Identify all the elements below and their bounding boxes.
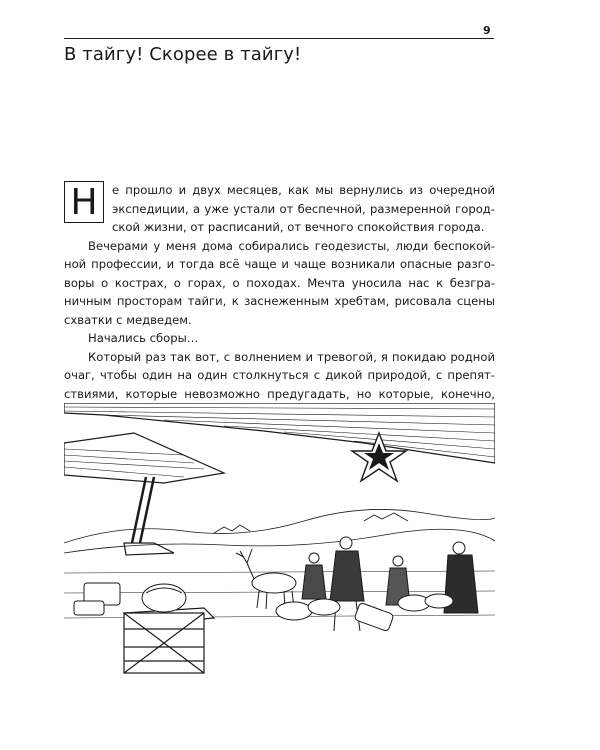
page-number: 9 xyxy=(483,24,491,37)
crate xyxy=(124,608,214,673)
header-rule xyxy=(64,38,494,39)
text-line: ничным просторам тайги, к заснеженным хребтам, рисовала сцены xyxy=(64,294,495,308)
text-line: экспедиции, а уже устали от беспечной, размеренной город- xyxy=(112,201,495,216)
text-line: Который раз так вот, с волнением и тревогой, я покидаю родной xyxy=(88,349,495,364)
text-line: воры о кострах, о горах, о походах. Мечта уносила нас к безгра- xyxy=(64,275,495,290)
text-line: ной профессии, и тогда всё чаще и чаще возникали опасные разго- xyxy=(64,257,495,271)
drop-cap: Н xyxy=(64,181,104,223)
text-line: е прошло и двух месяцев, как мы вернулись из очередной xyxy=(112,183,495,197)
text-line: Вечерами у меня дома собирались геодезисты, люди беспокой- xyxy=(88,238,495,253)
text-line: Начались сборы… xyxy=(88,331,199,345)
text-line: очаг, чтобы один на один столкнуться с дикой природой, с препят- xyxy=(64,368,495,382)
text-line: схватки с медведем. xyxy=(64,312,192,327)
text-line: ствиями, которые невозможно предугадать, но которые, конечно, xyxy=(64,386,495,401)
text-line: ской жизни, от расписаний, от вечного спокойствия города. xyxy=(112,220,485,234)
illustration-airfield xyxy=(64,403,495,683)
chapter-title: В тайгу! Скорее в тайгу! xyxy=(64,44,302,65)
body-text xyxy=(64,181,495,403)
